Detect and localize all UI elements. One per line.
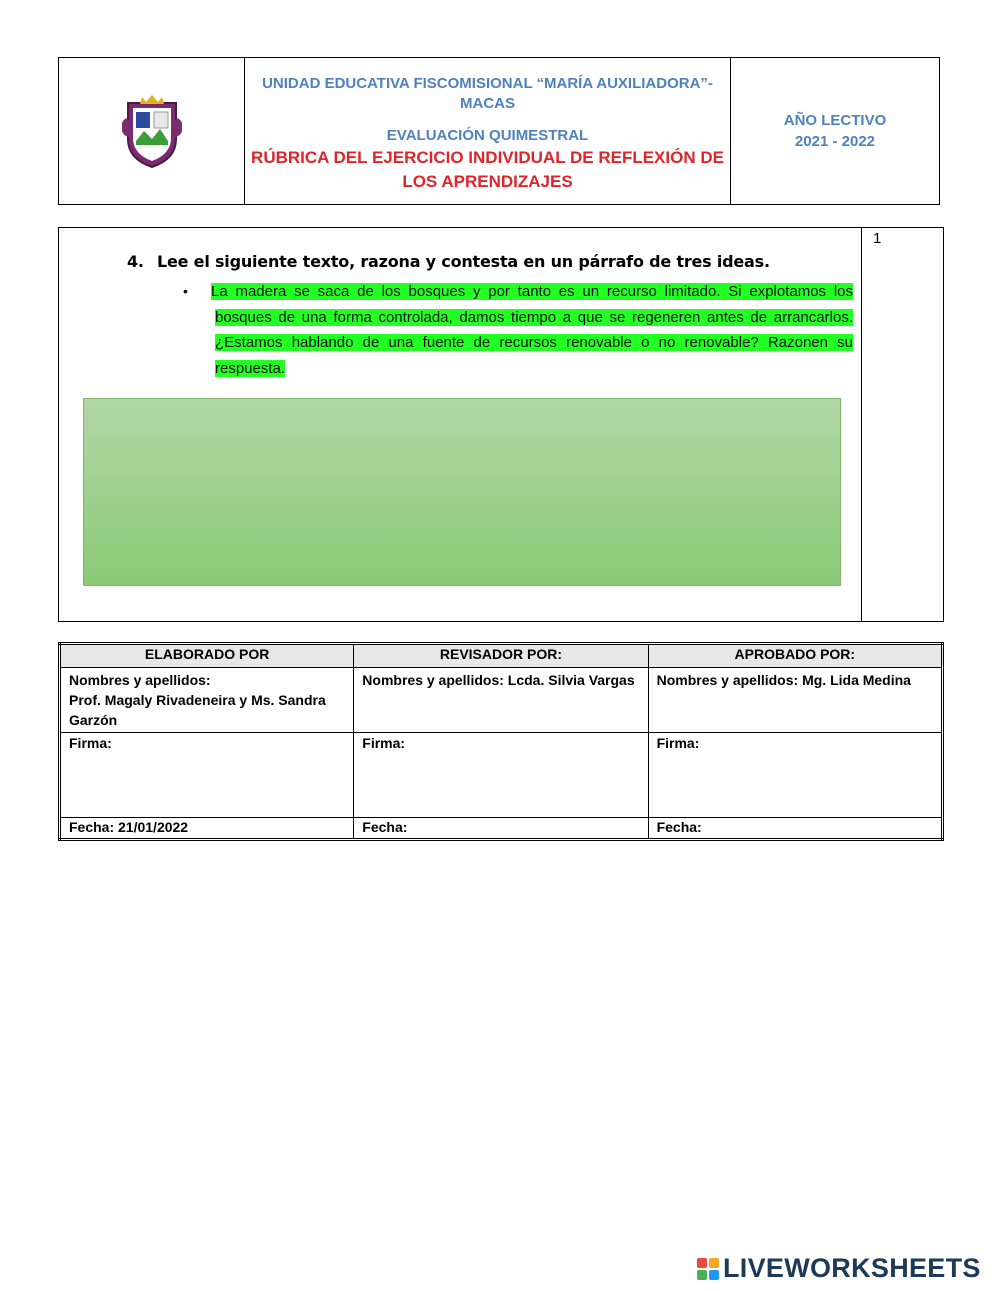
date-row — [60, 818, 943, 840]
school-name-line2: MACAS — [460, 95, 515, 112]
title-cell — [245, 58, 731, 204]
column-header-elaborado: ELABORADO POR — [60, 644, 354, 668]
signature-row — [60, 733, 943, 818]
names-cell-revisado: Nombres y apellidos: Lcda. Silvia Vargas — [354, 668, 648, 733]
question-title — [127, 252, 770, 271]
answer-input-area[interactable] — [83, 398, 841, 586]
names-row — [60, 668, 943, 733]
document-header — [58, 57, 940, 205]
firma-cell-aprobado: Firma: — [648, 733, 942, 818]
logo-tile — [697, 1258, 707, 1268]
question-score: 1 — [873, 230, 882, 247]
score-column-divider — [861, 228, 862, 621]
logo-tile — [709, 1258, 719, 1268]
rubric-title-line1: RÚBRICA DEL EJERCICIO INDIVIDUAL DE REFLEXIÓN DE — [251, 148, 724, 167]
school-year-label: AÑO LECTIVO — [783, 112, 887, 129]
highlighted-question-text: La madera se saca de los bosques y por tanto es un recurso limitado. Si explotamos los bosques de una forma controlada, damos tiempo a que se regeneren antes de arrancarlos. ¿Estamos hablando de una fuente de recursos renovable o no renovable? Razonen su respuesta. — [211, 283, 853, 377]
question-text-block — [185, 279, 853, 381]
column-header-aprobado: APROBADO POR: — [648, 644, 942, 668]
rubric-title-line2: LOS APRENDIZAJES — [402, 172, 573, 191]
names-cell-elaborado: Nombres y apellidos: Prof. Magaly Rivadeneira y Ms. Sandra Garzón — [60, 668, 354, 733]
column-header-revisado: REVISADOR POR: — [354, 644, 648, 668]
liveworksheets-logo-icon — [697, 1258, 719, 1280]
question-prompt: Lee el siguiente texto, razona y contesta en un párrafo de tres ideas. — [157, 252, 770, 271]
question-number: 4. — [127, 252, 144, 271]
evaluation-title: EVALUACIÓN QUIMESTRAL — [386, 127, 589, 144]
names-cell-aprobado: Nombres y apellidos: Mg. Lida Medina — [648, 668, 942, 733]
signature-table — [58, 642, 944, 841]
logo-tile — [697, 1270, 707, 1280]
liveworksheets-watermark — [697, 1253, 981, 1284]
fecha-cell-elaborado: Fecha: 21/01/2022 — [60, 818, 354, 840]
school-name-line1: UNIDAD EDUCATIVA FISCOMISIONAL “MARÍA AUXILIADORA”- — [262, 75, 713, 92]
firma-cell-revisado: Firma: — [354, 733, 648, 818]
watermark-text: LIVEWORKSHEETS — [723, 1253, 981, 1283]
signature-header-row — [60, 644, 943, 668]
logo-cell — [59, 58, 245, 204]
fecha-cell-revisado: Fecha: — [354, 818, 648, 840]
school-crest-icon — [120, 93, 184, 169]
firma-cell-elaborado: Firma: — [60, 733, 354, 818]
bullet-icon: • — [183, 283, 188, 299]
fecha-cell-aprobado: Fecha: — [648, 818, 942, 840]
question-box — [58, 227, 944, 622]
school-year-value: 2021 - 2022 — [794, 133, 876, 150]
school-year-cell — [731, 58, 939, 204]
logo-tile — [709, 1270, 719, 1280]
